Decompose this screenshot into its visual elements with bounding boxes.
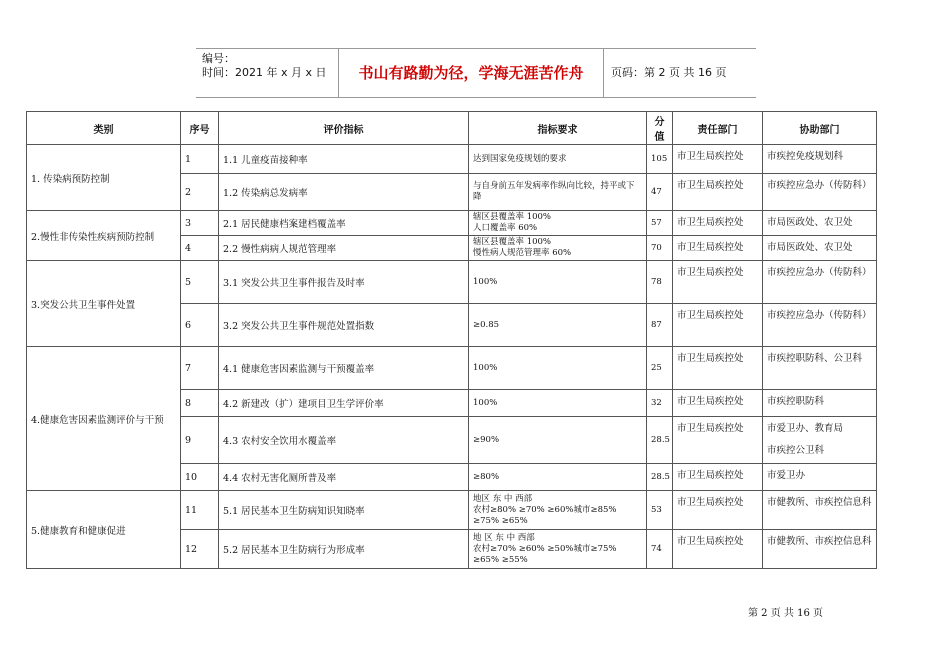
resp-dept-cell: 市卫生局疾控处	[673, 211, 763, 236]
requirement-cell: 辖区县覆盖率 100% 人口覆盖率 60%	[469, 211, 647, 236]
indicator-cell: 4.4 农村无害化厕所普及率	[219, 464, 469, 491]
resp-dept-cell: 市卫生局疾控处	[673, 347, 763, 390]
assist-dept-cell: 市健教所、市疾控信息科	[763, 530, 877, 569]
indicator-cell: 5.1 居民基本卫生防病知识知晓率	[219, 491, 469, 530]
page-label: 页码：第 2 页 共 16 页	[611, 66, 727, 79]
requirement-cell: 100%	[469, 390, 647, 417]
category-cell: 4.健康危害因素监测评价与干预	[27, 347, 181, 491]
indicator-cell: 4.1 健康危害因素监测与干预覆盖率	[219, 347, 469, 390]
category-cell: 2.慢性非传染性疾病预防控制	[27, 211, 181, 261]
table-body	[27, 145, 877, 569]
assist-dept-cell: 市健教所、市疾控信息科	[763, 491, 877, 530]
requirement-cell: 100%	[469, 347, 647, 390]
requirement-cell: 地区 东 中 西部 农村≥80% ≥70% ≥60%城市≥85% ≥75% ≥65%	[469, 491, 647, 530]
table-row	[27, 145, 877, 174]
resp-dept-cell: 市卫生局疾控处	[673, 174, 763, 211]
row-no: 3	[181, 211, 219, 236]
resp-dept-cell: 市卫生局疾控处	[673, 530, 763, 569]
page-footer: 第 2 页 共 16 页	[748, 608, 823, 619]
col-no: 序号	[181, 112, 219, 145]
requirement-cell: 达到国家免疫规划的要求	[469, 145, 647, 174]
assist-dept-cell: 市疾控应急办（传防科）	[763, 174, 877, 211]
indicator-cell: 4.2 新建改（扩）建项目卫生学评价率	[219, 390, 469, 417]
score-cell: 53	[647, 491, 673, 530]
row-no: 12	[181, 530, 219, 569]
category-cell: 3.突发公共卫生事件处置	[27, 261, 181, 347]
score-cell: 70	[647, 236, 673, 261]
indicator-cell: 4.3 农村安全饮用水覆盖率	[219, 417, 469, 464]
indicator-cell: 3.2 突发公共卫生事件规范处置指数	[219, 304, 469, 347]
resp-dept-cell: 市卫生局疾控处	[673, 390, 763, 417]
row-no: 1	[181, 145, 219, 174]
assist-dept-cell: 市疾控职防科、公卫科	[763, 347, 877, 390]
serial-label: 编号：	[202, 52, 235, 65]
category-cell: 5.健康教育和健康促进	[27, 491, 181, 569]
row-no: 6	[181, 304, 219, 347]
evaluation-table	[26, 111, 877, 569]
resp-dept-cell: 市卫生局疾控处	[673, 145, 763, 174]
score-cell: 47	[647, 174, 673, 211]
col-resp: 责任部门	[673, 112, 763, 145]
assist-dept-cell: 市爱卫办	[763, 464, 877, 491]
row-no: 9	[181, 417, 219, 464]
score-cell: 32	[647, 390, 673, 417]
page-header	[196, 48, 756, 98]
score-cell: 57	[647, 211, 673, 236]
resp-dept-cell: 市卫生局疾控处	[673, 261, 763, 304]
table-row	[27, 261, 877, 304]
indicator-cell: 1.1 儿童疫苗接种率	[219, 145, 469, 174]
resp-dept-cell: 市卫生局疾控处	[673, 464, 763, 491]
assist-dept-cell: 市疾控职防科	[763, 390, 877, 417]
table-row	[27, 491, 877, 530]
requirement-cell: ≥0.85	[469, 304, 647, 347]
col-category: 类别	[27, 112, 181, 145]
score-cell: 28.5	[647, 464, 673, 491]
score-cell: 25	[647, 347, 673, 390]
requirement-cell: 100%	[469, 261, 647, 304]
indicator-cell: 2.1 居民健康档案建档覆盖率	[219, 211, 469, 236]
col-assist: 协助部门	[763, 112, 877, 145]
resp-dept-cell: 市卫生局疾控处	[673, 417, 763, 464]
resp-dept-cell: 市卫生局疾控处	[673, 236, 763, 261]
resp-dept-cell: 市卫生局疾控处	[673, 491, 763, 530]
table-row	[27, 211, 877, 236]
indicator-cell: 1.2 传染病总发病率	[219, 174, 469, 211]
assist-dept-cell: 市局医政处、农卫处	[763, 236, 877, 261]
row-no: 7	[181, 347, 219, 390]
table-header-row	[27, 112, 877, 145]
row-no: 5	[181, 261, 219, 304]
requirement-cell: 地 区 东 中 西部 农村≥70% ≥60% ≥50%城市≥75% ≥65% ≥55%	[469, 530, 647, 569]
requirement-cell: 辖区县覆盖率 100% 慢性病人规范管理率 60%	[469, 236, 647, 261]
requirement-cell: ≥90%	[469, 417, 647, 464]
col-score: 分值	[647, 112, 673, 145]
table-row	[27, 347, 877, 390]
score-cell: 87	[647, 304, 673, 347]
indicator-cell: 5.2 居民基本卫生防病行为形成率	[219, 530, 469, 569]
row-no: 2	[181, 174, 219, 211]
score-cell: 105	[647, 145, 673, 174]
time-label: 时间：2021 年 x 月 x 日	[202, 66, 327, 79]
resp-dept-cell: 市卫生局疾控处	[673, 304, 763, 347]
col-indicator: 评价指标	[219, 112, 469, 145]
header-meta	[196, 49, 338, 97]
score-cell: 74	[647, 530, 673, 569]
indicator-cell: 3.1 突发公共卫生事件报告及时率	[219, 261, 469, 304]
assist-dept-cell: 市疾控应急办（传防科）	[763, 261, 877, 304]
row-no: 11	[181, 491, 219, 530]
indicator-cell: 2.2 慢性病病人规范管理率	[219, 236, 469, 261]
row-no: 4	[181, 236, 219, 261]
assist-dept-cell: 市疾控应急办（传防科）	[763, 304, 877, 347]
assist-dept-cell: 市局医政处、农卫处	[763, 211, 877, 236]
row-no: 8	[181, 390, 219, 417]
motto: 书山有路勤为径，学海无涯苦作舟	[338, 49, 604, 97]
category-cell: 1. 传染病预防控制	[27, 145, 181, 211]
assist-dept-cell: 市爱卫办、教育局 市疾控公卫科	[763, 417, 877, 464]
col-requirement: 指标要求	[469, 112, 647, 145]
requirement-cell: ≥80%	[469, 464, 647, 491]
score-cell: 28.5	[647, 417, 673, 464]
score-cell: 78	[647, 261, 673, 304]
requirement-cell: 与自身前五年发病率作纵向比较，持平或下降	[469, 174, 647, 211]
row-no: 10	[181, 464, 219, 491]
assist-dept-cell: 市疾控免疫规划科	[763, 145, 877, 174]
